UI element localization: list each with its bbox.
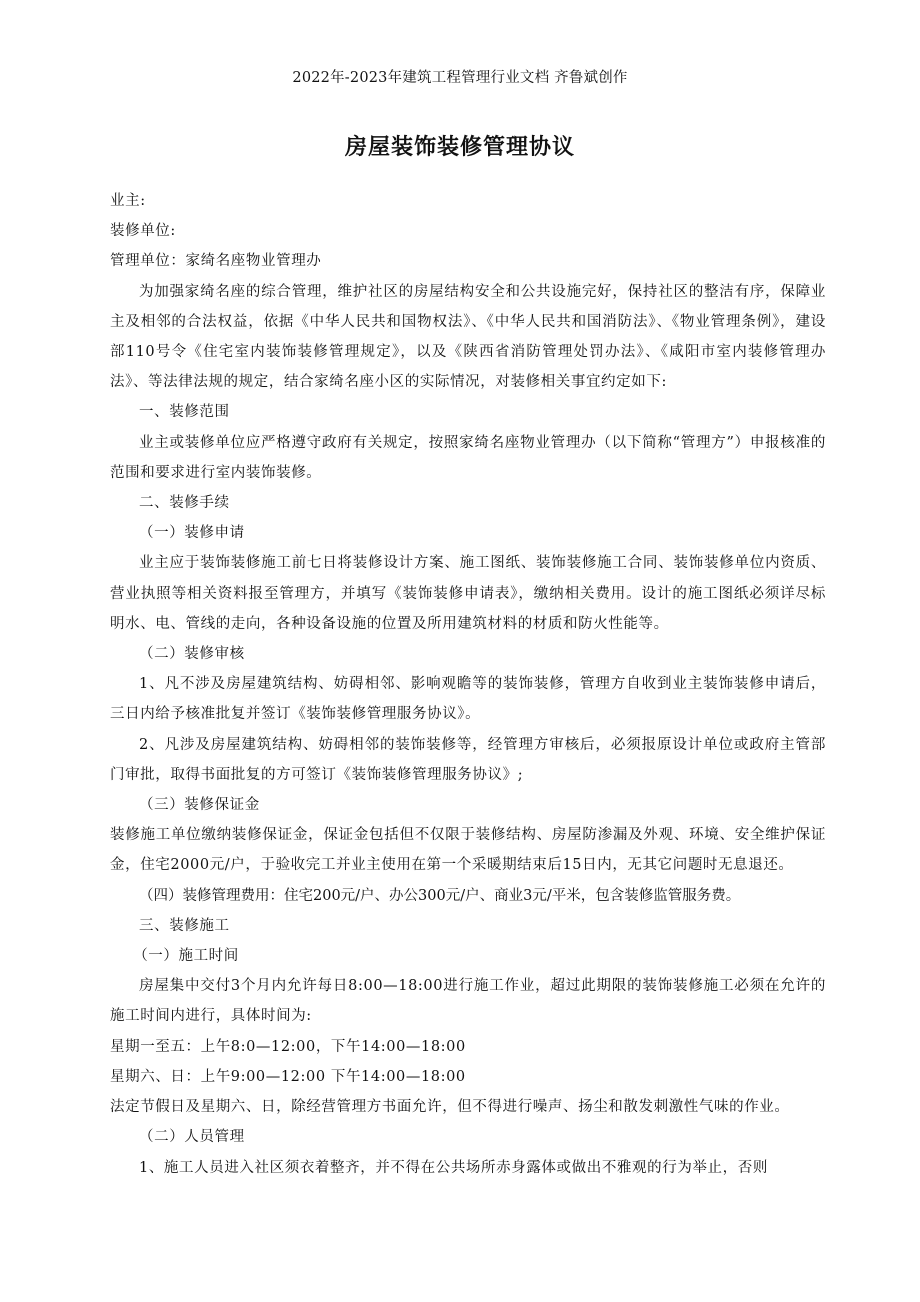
- document-body: [110, 186, 826, 1183]
- section-3-2-heading: （二）人员管理: [139, 1129, 245, 1146]
- section-2-heading: 二、装修手续: [139, 495, 230, 512]
- section-3-heading: 三、装修施工: [139, 917, 230, 934]
- schedule-holiday: 法定节假日及星期六、日，除经营管理方书面允许，但不得进行噪声、扬尘和散发刺激性气味的作业。: [110, 1099, 790, 1116]
- section-1-text: 业主或装修单位应严格遵守政府有关规定，按照家绮名座物业管理办（以下简称“管理方”）申报核准的范围和要求进行室内装饰装修。: [110, 434, 826, 481]
- schedule-weekday: 星期一至五：上午8:0—12:00，下午14:00—18:00: [110, 1038, 466, 1055]
- section-2-3-heading: （三）装修保证金: [139, 797, 260, 814]
- section-2-1-heading: （一）装修申请: [139, 525, 245, 542]
- section-2-2-item-1: 1、凡不涉及房屋建筑结构、妨碍相邻、影响观瞻等的装饰装修，管理方自收到业主装饰装修申请后，三日内给予核准批复并签订《装饰装修管理服务协议》。: [110, 676, 826, 723]
- section-2-2-item-2: 2、凡涉及房屋建筑结构、妨碍相邻的装饰装修等，经管理方审核后，必须报原设计单位或政府主管部门审批，取得书面批复的方可签订《装饰装修管理服务协议》;: [110, 736, 826, 783]
- section-2-1-text: 业主应于装饰装修施工前七日将装修设计方案、施工图纸、装饰装修施工合同、装饰装修单位内资质、营业执照等相关资料报至管理方，并填写《装饰装修申请表》，缴纳相关费用。设计的施工图纸必须详尽标明水、电、管线的走向，各种设备设施的位置及所用建筑材料的材质和防火性能等。: [110, 555, 826, 632]
- section-3-2-item-1: 1、施工人员进入社区须衣着整齐，并不得在公共场所赤身露体或做出不雅观的行为举止，否则: [139, 1159, 768, 1176]
- section-2-4-text: （四）装修管理费用：住宅200元/户、办公300元/户、商业3元/平米，包含装修监管服务费。: [139, 887, 741, 904]
- party-manager: 管理单位：家绮名座物业管理办: [110, 253, 322, 270]
- section-2-2-heading: （二）装修审核: [139, 646, 245, 663]
- document-title: 房屋装饰装修管理协议: [344, 135, 575, 160]
- section-2-3-text: 装修施工单位缴纳装修保证金，保证金包括但不仅限于装修结构、房屋防渗漏及外观、环境、安全维护保证金，住宅2000元/户，于验收完工并业主使用在第一个采暖期结束后15日内，无其它问题时无息退还。: [110, 827, 826, 874]
- section-1-heading: 一、装修范围: [139, 404, 230, 421]
- section-3-1-heading: （一）施工时间: [133, 948, 239, 965]
- section-3-1-text: 房屋集中交付3个月内允许每日8:00—18:00进行施工作业，超过此期限的装饰装修施工必须在允许的施工时间内进行，具体时间为:: [110, 978, 826, 1025]
- party-contractor: 装修单位:: [110, 223, 176, 240]
- preamble-paragraph: 为加强家绮名座的综合管理，维护社区的房屋结构安全和公共设施完好，保持社区的整洁有序，保障业主及相邻的合法权益，依据《中华人民共和国物权法》、《中华人民共和国消防法》、《物业管理条例》，建设部110号令《住宅室内装饰装修管理规定》，以及《陕西省消防管理处罚办法》、《咸阳市室内装修管理办法》、等法律法规的规定，结合家绮名座小区的实际情况，对装修相关事宜约定如下:: [110, 283, 826, 391]
- running-header: 2022年-2023年建筑工程管理行业文档 齐鲁斌创作: [292, 70, 628, 86]
- party-owner: 业主:: [110, 193, 146, 209]
- schedule-weekend: 星期六、日：上午9:00—12:00 下午14:00—18:00: [110, 1068, 466, 1085]
